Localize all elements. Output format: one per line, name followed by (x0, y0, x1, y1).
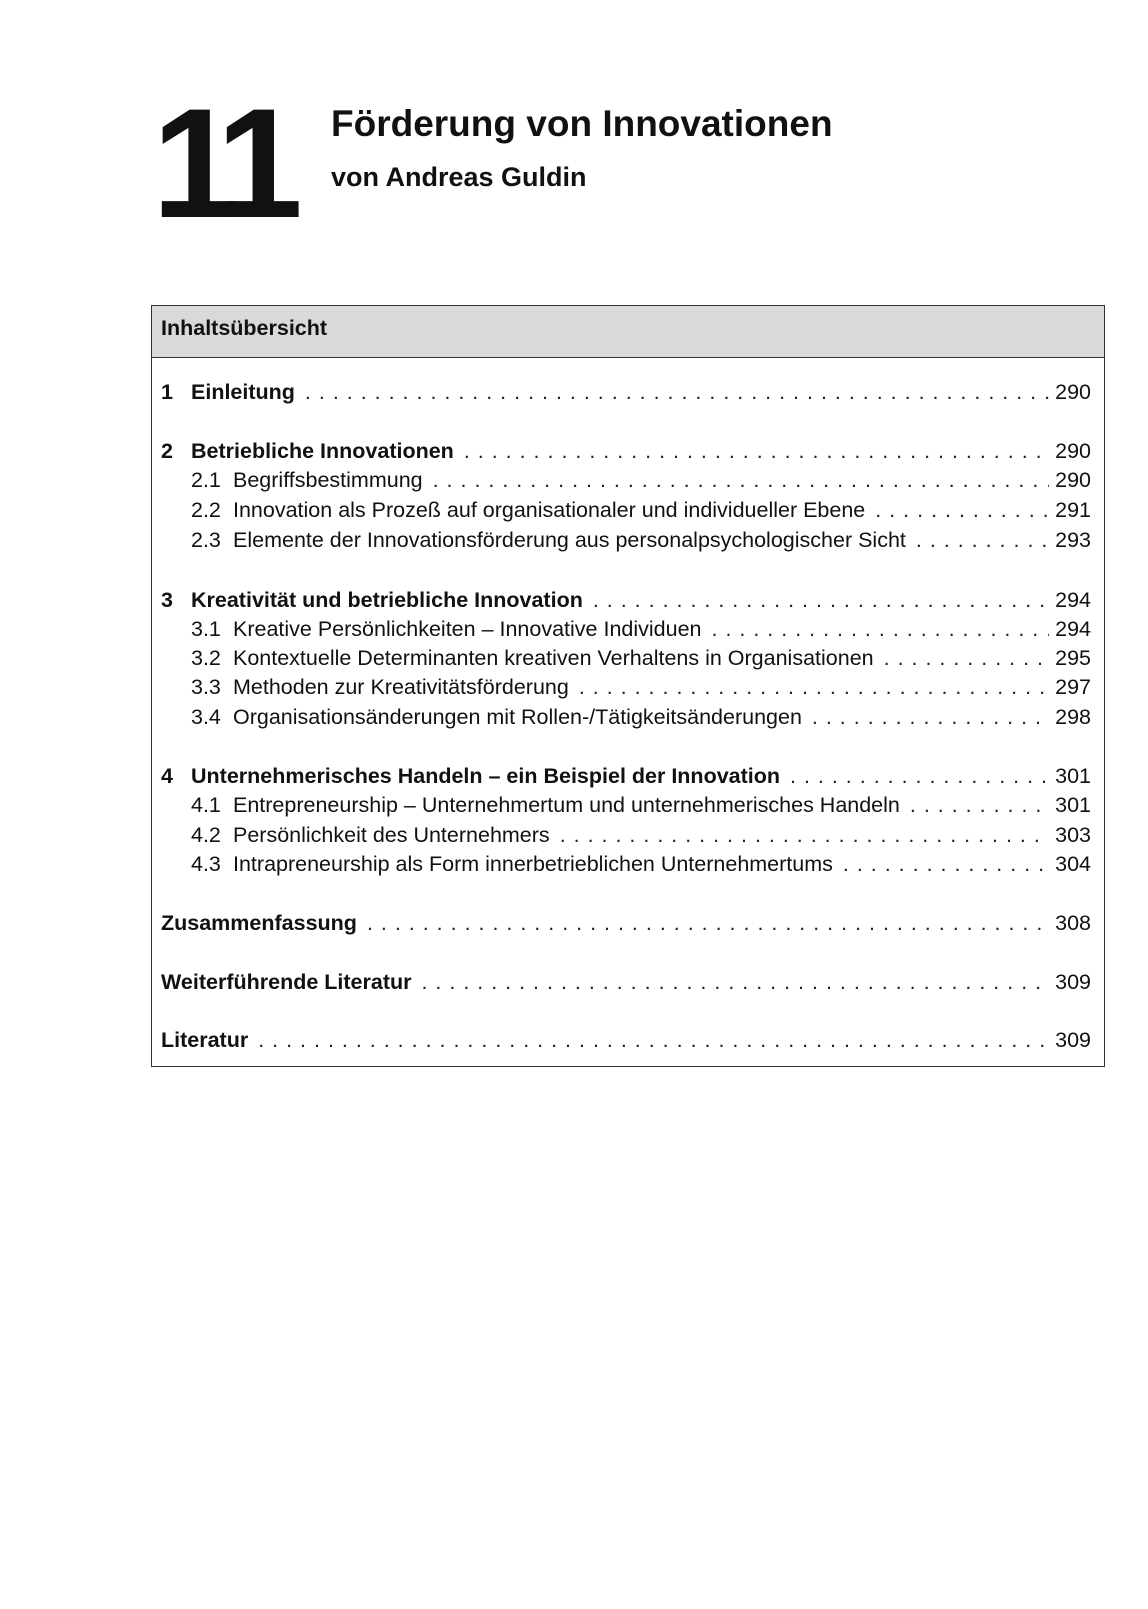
toc-entry-page: 291 (1055, 498, 1091, 522)
toc-entry-title: Kreativität und betriebliche Innovation (191, 588, 583, 612)
toc-entry-number: 3.1 (191, 617, 221, 641)
dot-leader (916, 525, 1049, 555)
toc-entry-number: 4.3 (191, 852, 221, 876)
chapter-title: Förderung von Innovationen (331, 103, 833, 144)
toc-entry-number: 3 (161, 588, 173, 612)
toc-entry-page: 295 (1055, 646, 1091, 670)
toc-entry-title: Betriebliche Innovationen (191, 439, 454, 463)
toc-entry-number: 3.2 (191, 646, 221, 670)
toc-entry-title: Unternehmerisches Handeln – ein Beispiel der Innovation (191, 764, 781, 788)
toc-entry[interactable] (161, 585, 1091, 615)
toc-entry-page: 297 (1055, 675, 1091, 699)
toc-entry-title: Begriffsbestimmung (233, 468, 423, 492)
toc-entry[interactable] (191, 790, 1091, 820)
dot-leader (367, 908, 1049, 938)
toc-entry-title: Methoden zur Kreativitätsförderung (233, 675, 569, 699)
dot-leader (884, 643, 1050, 673)
toc-entry[interactable] (161, 761, 1091, 791)
toc-entry-title: Innovation als Prozeß auf organisationaler und individueller Ebene (233, 498, 866, 522)
toc-entry[interactable] (191, 849, 1091, 879)
toc-entry[interactable] (191, 702, 1091, 732)
toc-entry[interactable] (161, 436, 1091, 466)
toc-entry-title: Entrepreneurship – Unternehmertum und unternehmerisches Handeln (233, 793, 900, 817)
toc-entry-number: 3.4 (191, 705, 221, 729)
toc-entry[interactable] (191, 614, 1091, 644)
toc-entry[interactable] (161, 908, 1091, 938)
toc-entry[interactable] (191, 525, 1091, 555)
dot-leader (910, 790, 1049, 820)
toc-entry-page: 290 (1055, 439, 1091, 463)
toc-entry-page: 301 (1055, 793, 1091, 817)
toc-entry-number: 4 (161, 764, 173, 788)
chapter-author: von Andreas Guldin (331, 162, 587, 192)
dot-leader (593, 585, 1049, 615)
toc-entry-title: Kontextuelle Determinanten kreativen Verhaltens in Organisationen (233, 646, 874, 670)
dot-leader (421, 967, 1049, 997)
toc-entry-title: Zusammenfassung (161, 911, 357, 935)
toc-entry-title: Literatur (161, 1028, 249, 1052)
toc-entry-page: 303 (1055, 823, 1091, 847)
toc-entry-number: 4.2 (191, 823, 221, 847)
toc-entry[interactable] (161, 967, 1091, 997)
dot-leader (843, 849, 1049, 879)
toc-entry-page: 290 (1055, 468, 1091, 492)
toc-entry-page: 294 (1055, 617, 1091, 641)
toc-entry-title: Weiterführende Literatur (161, 970, 412, 994)
toc-entry-number: 2.3 (191, 528, 221, 552)
toc-entry[interactable] (161, 377, 1091, 407)
toc-entry-page: 309 (1055, 1028, 1091, 1052)
toc-entry-title: Elemente der Innovationsförderung aus personalpsychologischer Sicht (233, 528, 906, 552)
toc-entry-page: 309 (1055, 970, 1091, 994)
toc-entry-number: 2.1 (191, 468, 221, 492)
dot-leader (433, 465, 1050, 495)
toc-entry-page: 290 (1055, 380, 1091, 404)
toc-entry-page: 301 (1055, 764, 1091, 788)
dot-leader (579, 672, 1049, 702)
toc-entry-number: 4.1 (191, 793, 221, 817)
dot-leader (258, 1025, 1049, 1055)
toc-entry-title: Kreative Persönlichkeiten – Innovative Individuen (233, 617, 702, 641)
toc-heading: Inhaltsübersicht (152, 306, 1104, 358)
toc-entry[interactable] (191, 643, 1091, 673)
toc-entry-page: 308 (1055, 911, 1091, 935)
chapter-number: 11 (152, 77, 289, 251)
toc-entry-title: Intrapreneurship als Form innerbetrieblichen Unternehmertums (233, 852, 833, 876)
toc-entry-title: Organisationsänderungen mit Rollen-/Tätigkeitsänderungen (233, 705, 802, 729)
table-of-contents (151, 305, 1105, 1067)
toc-entry[interactable] (191, 465, 1091, 495)
dot-leader (875, 495, 1049, 525)
dot-leader (560, 820, 1049, 850)
dot-leader (464, 436, 1049, 466)
toc-entry-page: 298 (1055, 705, 1091, 729)
toc-entry[interactable] (191, 820, 1091, 850)
toc-entry[interactable] (191, 495, 1091, 525)
toc-entry[interactable] (191, 672, 1091, 702)
toc-entry-number: 2.2 (191, 498, 221, 522)
toc-entry[interactable] (161, 1025, 1091, 1055)
toc-entry-title: Einleitung (191, 380, 295, 404)
dot-leader (712, 614, 1050, 644)
toc-entry-page: 304 (1055, 852, 1091, 876)
toc-entry-title: Persönlichkeit des Unternehmers (233, 823, 550, 847)
toc-entry-number: 3.3 (191, 675, 221, 699)
dot-leader (305, 377, 1049, 407)
dot-leader (790, 761, 1049, 791)
toc-entry-page: 293 (1055, 528, 1091, 552)
dot-leader (812, 702, 1049, 732)
toc-entry-number: 2 (161, 439, 173, 463)
toc-entry-number: 1 (161, 380, 173, 404)
toc-entry-page: 294 (1055, 588, 1091, 612)
